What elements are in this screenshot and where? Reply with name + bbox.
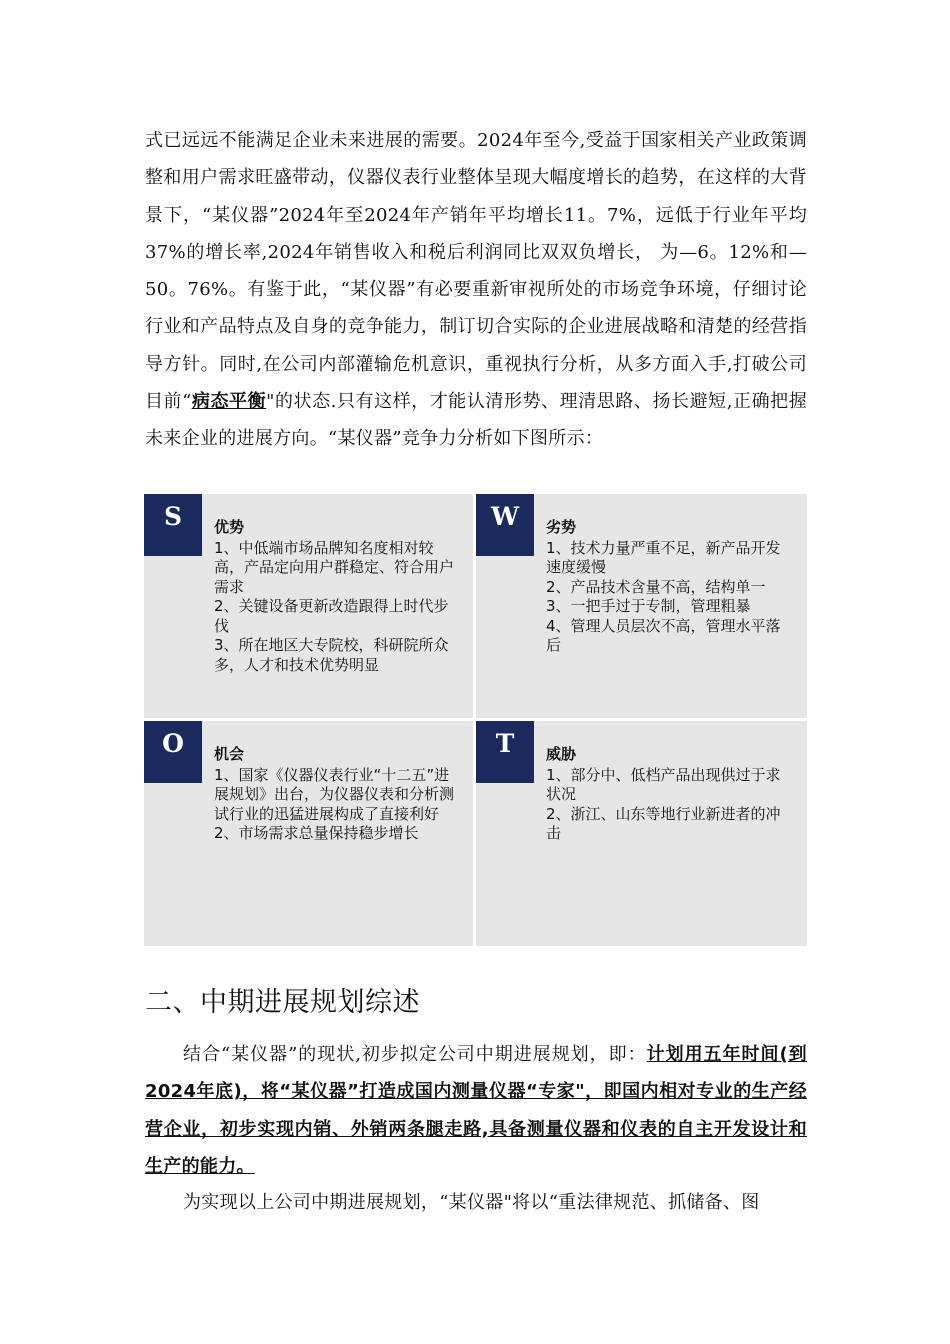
swot-strengths-content: [214, 518, 461, 675]
swot-letter-o: O: [144, 721, 202, 783]
swot-letter-t: T: [476, 721, 534, 783]
swot-threats-title: 威胁: [546, 745, 577, 763]
swot-threats-content: [546, 745, 795, 844]
swot-letter-w: W: [476, 494, 534, 556]
swot-opportunities-title: 机会: [214, 745, 245, 763]
swot-strengths-item: 1、中低端市场品牌知名度相对较高，产品定向用户群稳定、符合用户需求: [214, 538, 455, 596]
swot-opportunities: [144, 721, 473, 946]
swot-strengths-item: 2、关键设备更新改造跟得上时代步伐: [214, 597, 449, 635]
swot-threats-item: 1、部分中、低档产品出现供过于求状况: [546, 765, 781, 803]
swot-opportunities-item: 1、国家《仪器仪表行业“十二五”进展规划》出台，为仪器仪表和分析测试行业的迅猛进展构成了直接利好: [214, 765, 455, 823]
plan-bold-underlined: 计划用五年时间(到2024年底)，将“某仪器”打造成国内测量仪器“专家"，即国内相对专业的生产经营企业，初步实现内销、外销两条腿走路,具备测量仪器和仪表的自主开发设计和生产的能力。: [145, 1044, 807, 1177]
swot-strengths: [144, 494, 473, 718]
swot-threats-item: 2、浙江、山东等地行业新进者的冲击: [546, 804, 781, 842]
swot-opportunities-content: [214, 745, 461, 844]
swot-letter-s: S: [144, 494, 202, 556]
swot-weaknesses-item: 2、产品技术含量不高，结构单一: [546, 577, 766, 596]
intro-paragraph: [145, 122, 807, 458]
section-heading: 二、中期进展规划综述: [145, 987, 420, 1018]
swot-weaknesses-item: 1、技术力量严重不足，新产品开发速度缓慢: [546, 538, 781, 576]
swot-weaknesses-title: 劣势: [546, 518, 577, 536]
swot-opportunities-item: 2、市场需求总量保持稳步增长: [214, 824, 419, 842]
swot-threats: [476, 721, 807, 946]
swot-weaknesses: [476, 494, 807, 718]
plan-paragraph: [145, 1036, 807, 1185]
last-paragraph: 为实现以上公司中期进展规划，“某仪器"将以“重法律规范、抓储备、图: [183, 1192, 760, 1213]
swot-strengths-item: 3、所在地区大专院校，科研院所众多，人才和技术优势明显: [214, 636, 449, 674]
swot-diagram: [144, 494, 807, 946]
swot-weaknesses-item: 4、管理人员层次不高，管理水平落后: [546, 616, 781, 654]
swot-weaknesses-content: [546, 518, 795, 656]
intro-highlight: 病态平衡: [191, 391, 267, 413]
swot-weaknesses-item: 3、一把手过于专制，管理粗暴: [546, 597, 751, 615]
intro-text-before: 式已远远不能满足企业未来进展的需要。2024年至今,受益于国家相关产业政策调整和用户需求旺盛带动，仪器仪表行业整体呈现大幅度增长的趋势，在这样的大背景下，“某仪器”2024年至2024年产销年平均增长11。7%，远低于行业年平均37%的增长率,2024年销售收入和税后利润同比双双负增长， 为—6。12%和—50。76%。有鉴于此，“某仪器”有必要重新审视所处的市场竞争环境，仔细讨论行业和产品特点及自身的竞争能力，制订切合实际的企业进展战略和清楚的经营指导方针。同时,在公司内部灌输危机意识，重视执行分析，从多方面入手,打破公司目前“: [145, 130, 807, 413]
swot-strengths-title: 优势: [214, 518, 245, 536]
intro-text-after: "的状态.只有这样，才能认清形势、理清思路、扬长避短,正确把握未来企业的进展方向。“某仪器”竞争力分析如下图所示：: [145, 391, 807, 450]
plan-text-before: 结合“某仪器”的现状,初步拟定公司中期进展规划，即：: [183, 1044, 647, 1065]
